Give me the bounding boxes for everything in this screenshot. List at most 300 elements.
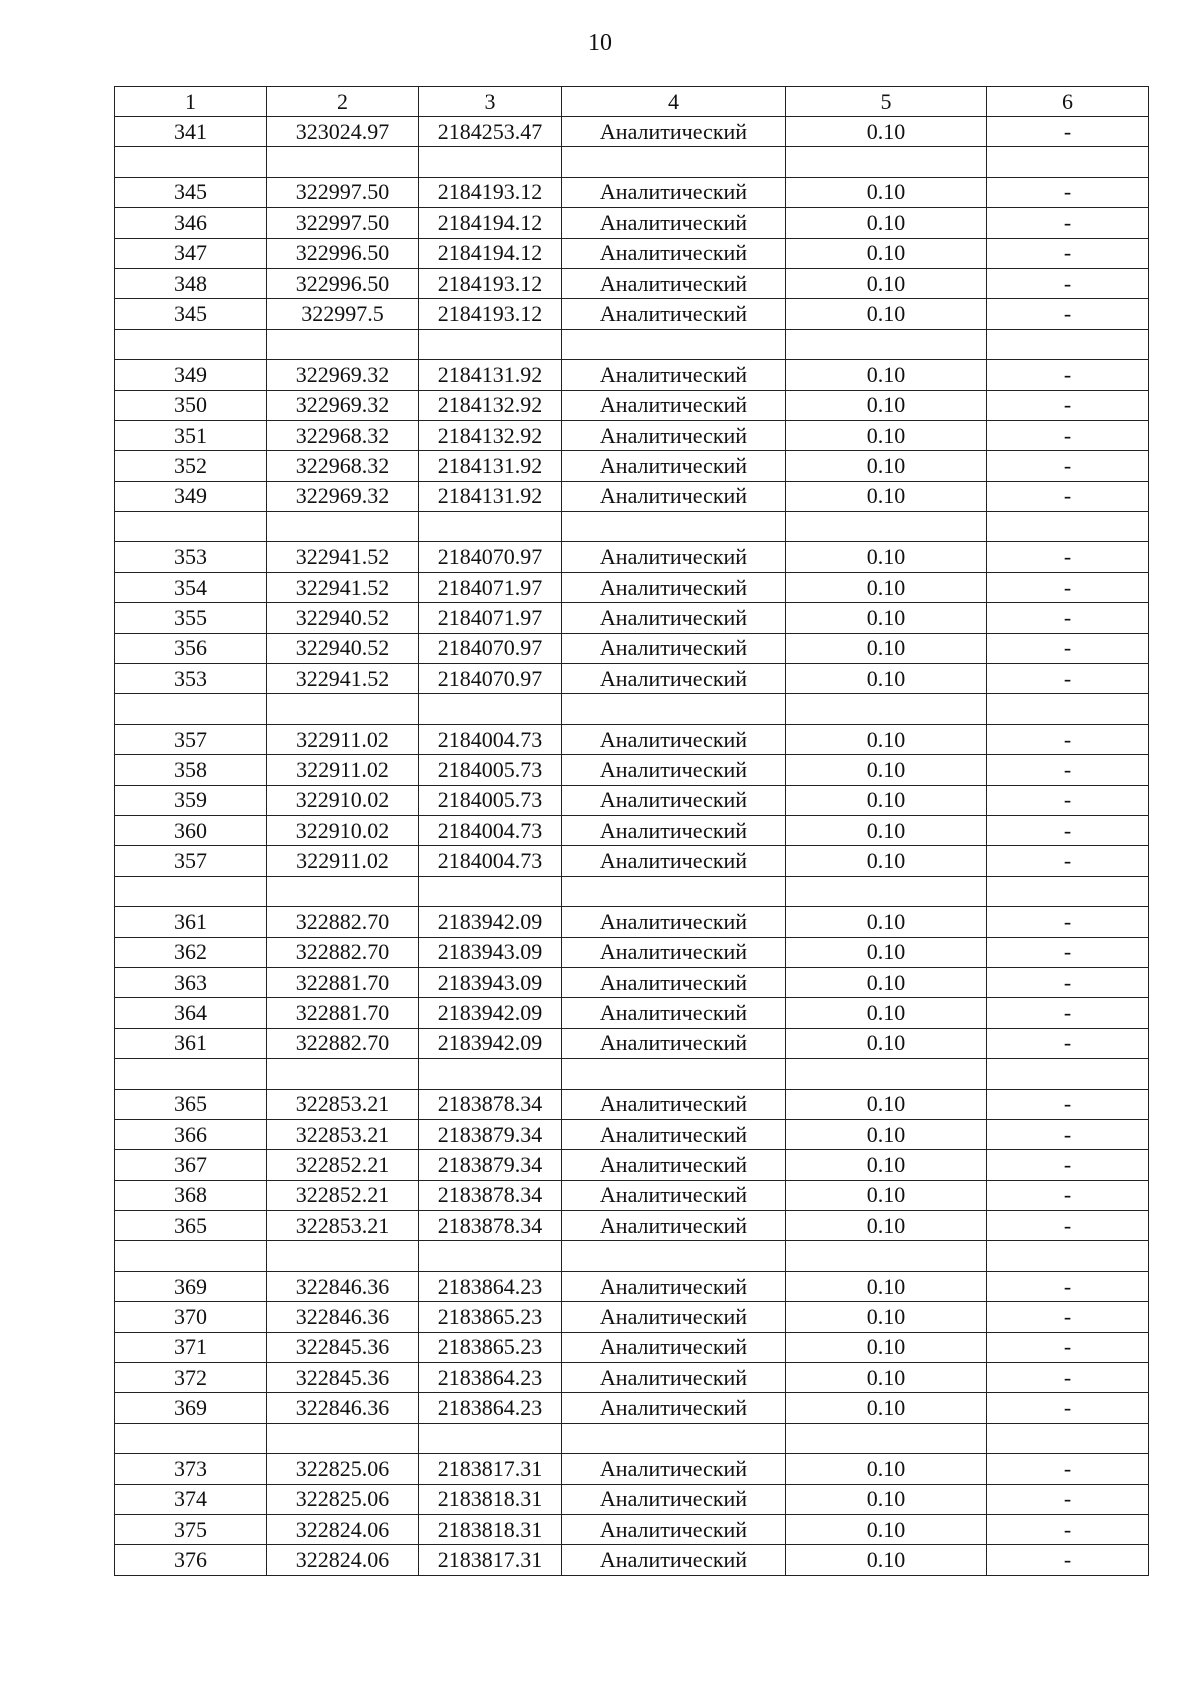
x-coordinate-cell: 322853.21 [267,1211,419,1241]
note-cell: - [987,420,1149,450]
spacer-row [115,1423,1149,1453]
method-cell: Аналитический [562,1332,786,1362]
note-cell: - [987,360,1149,390]
note-cell: - [987,846,1149,876]
method-cell: Аналитический [562,633,786,663]
point-number-cell [115,147,267,177]
note-cell [987,1423,1149,1453]
point-number-cell: 346 [115,208,267,238]
y-coordinate-cell: 2184131.92 [419,481,562,511]
x-coordinate-cell: 322911.02 [267,755,419,785]
y-coordinate-cell: 2184070.97 [419,542,562,572]
method-cell: Аналитический [562,724,786,754]
accuracy-cell: 0.10 [786,967,987,997]
method-cell: Аналитический [562,1514,786,1544]
y-coordinate-cell: 2183879.34 [419,1119,562,1149]
accuracy-cell: 0.10 [786,998,987,1028]
x-coordinate-cell: 322882.70 [267,907,419,937]
y-coordinate-cell: 2184193.12 [419,299,562,329]
note-cell [987,147,1149,177]
y-coordinate-cell: 2184132.92 [419,420,562,450]
method-cell: Аналитический [562,268,786,298]
x-coordinate-cell: 322882.70 [267,937,419,967]
table-row [115,1180,1149,1210]
table-row [115,1271,1149,1301]
accuracy-cell: 0.10 [786,1271,987,1301]
note-cell: - [987,542,1149,572]
accuracy-cell [786,147,987,177]
y-coordinate-cell: 2183865.23 [419,1302,562,1332]
note-cell: - [987,208,1149,238]
y-coordinate-cell [419,694,562,724]
note-cell: - [987,967,1149,997]
method-cell: Аналитический [562,1393,786,1423]
y-coordinate-cell [419,329,562,359]
x-coordinate-cell: 322846.36 [267,1302,419,1332]
y-coordinate-cell [419,876,562,906]
x-coordinate-cell: 322941.52 [267,664,419,694]
table-row [115,177,1149,207]
accuracy-cell: 0.10 [786,177,987,207]
y-coordinate-cell: 2183864.23 [419,1271,562,1301]
table-row [115,360,1149,390]
accuracy-cell: 0.10 [786,360,987,390]
method-cell: Аналитический [562,1484,786,1514]
point-number-cell [115,1241,267,1271]
x-coordinate-cell: 322969.32 [267,390,419,420]
accuracy-cell [786,1423,987,1453]
y-coordinate-cell: 2183818.31 [419,1484,562,1514]
method-cell: Аналитический [562,785,786,815]
accuracy-cell: 0.10 [786,481,987,511]
accuracy-cell: 0.10 [786,937,987,967]
x-coordinate-cell: 322825.06 [267,1484,419,1514]
table-row [115,1089,1149,1119]
y-coordinate-cell: 2183878.34 [419,1089,562,1119]
x-coordinate-cell: 322852.21 [267,1150,419,1180]
y-coordinate-cell: 2183878.34 [419,1180,562,1210]
accuracy-cell: 0.10 [786,572,987,602]
point-number-cell: 367 [115,1150,267,1180]
x-coordinate-cell [267,329,419,359]
method-cell: Аналитический [562,1363,786,1393]
x-coordinate-cell: 322845.36 [267,1332,419,1362]
y-coordinate-cell: 2184193.12 [419,177,562,207]
note-cell: - [987,1211,1149,1241]
column-header-5: 5 [786,87,987,117]
y-coordinate-cell [419,147,562,177]
table-row [115,937,1149,967]
x-coordinate-cell: 322824.06 [267,1545,419,1575]
y-coordinate-cell: 2183864.23 [419,1393,562,1423]
y-coordinate-cell: 2184194.12 [419,208,562,238]
method-cell: Аналитический [562,1089,786,1119]
method-cell: Аналитический [562,1545,786,1575]
x-coordinate-cell: 322996.50 [267,238,419,268]
note-cell: - [987,1119,1149,1149]
note-cell: - [987,268,1149,298]
table-row [115,299,1149,329]
method-cell: Аналитический [562,1119,786,1149]
x-coordinate-cell: 322911.02 [267,724,419,754]
x-coordinate-cell: 322881.70 [267,998,419,1028]
note-cell [987,512,1149,542]
note-cell: - [987,907,1149,937]
table-row [115,572,1149,602]
x-coordinate-cell [267,876,419,906]
y-coordinate-cell: 2184071.97 [419,603,562,633]
x-coordinate-cell: 322852.21 [267,1180,419,1210]
y-coordinate-cell: 2184004.73 [419,846,562,876]
note-cell: - [987,299,1149,329]
point-number-cell: 349 [115,481,267,511]
x-coordinate-cell: 322882.70 [267,1028,419,1058]
table-row [115,664,1149,694]
method-cell: Аналитический [562,998,786,1028]
method-cell [562,147,786,177]
note-cell: - [987,1332,1149,1362]
y-coordinate-cell [419,512,562,542]
point-number-cell: 351 [115,420,267,450]
point-number-cell: 358 [115,755,267,785]
method-cell: Аналитический [562,1271,786,1301]
note-cell: - [987,1545,1149,1575]
table-row [115,268,1149,298]
table-row [115,846,1149,876]
y-coordinate-cell: 2183818.31 [419,1514,562,1544]
y-coordinate-cell: 2183879.34 [419,1150,562,1180]
spacer-row [115,1059,1149,1089]
point-number-cell [115,1059,267,1089]
y-coordinate-cell: 2184071.97 [419,572,562,602]
accuracy-cell [786,876,987,906]
method-cell: Аналитический [562,755,786,785]
x-coordinate-cell: 322997.50 [267,177,419,207]
point-number-cell: 348 [115,268,267,298]
accuracy-cell: 0.10 [786,1545,987,1575]
point-number-cell: 352 [115,451,267,481]
method-cell: Аналитический [562,937,786,967]
point-number-cell: 349 [115,360,267,390]
column-header-6: 6 [987,87,1149,117]
table-body [115,117,1149,1576]
point-number-cell [115,512,267,542]
accuracy-cell: 0.10 [786,815,987,845]
column-header-3: 3 [419,87,562,117]
table-row [115,967,1149,997]
accuracy-cell: 0.10 [786,1211,987,1241]
x-coordinate-cell [267,1423,419,1453]
note-cell: - [987,177,1149,207]
table-row [115,238,1149,268]
accuracy-cell: 0.10 [786,1454,987,1484]
y-coordinate-cell: 2184004.73 [419,724,562,754]
x-coordinate-cell: 322940.52 [267,633,419,663]
note-cell [987,876,1149,906]
table-row [115,1302,1149,1332]
method-cell: Аналитический [562,1150,786,1180]
y-coordinate-cell: 2184004.73 [419,815,562,845]
accuracy-cell: 0.10 [786,238,987,268]
note-cell: - [987,238,1149,268]
accuracy-cell: 0.10 [786,1393,987,1423]
point-number-cell: 371 [115,1332,267,1362]
table-row [115,117,1149,147]
x-coordinate-cell [267,147,419,177]
x-coordinate-cell: 322996.50 [267,268,419,298]
y-coordinate-cell: 2184131.92 [419,451,562,481]
accuracy-cell: 0.10 [786,268,987,298]
point-number-cell: 370 [115,1302,267,1332]
note-cell: - [987,1271,1149,1301]
table-row [115,603,1149,633]
y-coordinate-cell [419,1059,562,1089]
x-coordinate-cell: 322846.36 [267,1393,419,1423]
point-number-cell: 354 [115,572,267,602]
y-coordinate-cell: 2184005.73 [419,785,562,815]
accuracy-cell: 0.10 [786,664,987,694]
point-number-cell: 361 [115,907,267,937]
y-coordinate-cell: 2183943.09 [419,967,562,997]
note-cell: - [987,755,1149,785]
method-cell: Аналитический [562,481,786,511]
accuracy-cell [786,1241,987,1271]
point-number-cell: 366 [115,1119,267,1149]
method-cell [562,1241,786,1271]
point-number-cell: 361 [115,1028,267,1058]
note-cell: - [987,1180,1149,1210]
page-number: 10 [588,30,612,56]
y-coordinate-cell: 2183817.31 [419,1545,562,1575]
note-cell: - [987,1089,1149,1119]
method-cell [562,329,786,359]
accuracy-cell: 0.10 [786,1514,987,1544]
table-row [115,481,1149,511]
accuracy-cell: 0.10 [786,1363,987,1393]
table-row [115,451,1149,481]
method-cell: Аналитический [562,420,786,450]
accuracy-cell: 0.10 [786,1028,987,1058]
y-coordinate-cell: 2183942.09 [419,1028,562,1058]
accuracy-cell: 0.10 [786,846,987,876]
table-row [115,420,1149,450]
y-coordinate-cell: 2184193.12 [419,268,562,298]
point-number-cell: 359 [115,785,267,815]
accuracy-cell: 0.10 [786,755,987,785]
x-coordinate-cell: 322940.52 [267,603,419,633]
x-coordinate-cell: 322881.70 [267,967,419,997]
spacer-row [115,512,1149,542]
point-number-cell [115,1423,267,1453]
accuracy-cell: 0.10 [786,208,987,238]
method-cell [562,876,786,906]
coordinates-table-container [114,86,1148,1576]
y-coordinate-cell: 2183878.34 [419,1211,562,1241]
table-row [115,1454,1149,1484]
accuracy-cell: 0.10 [786,1150,987,1180]
table-row [115,390,1149,420]
method-cell: Аналитический [562,907,786,937]
accuracy-cell: 0.10 [786,299,987,329]
note-cell: - [987,724,1149,754]
method-cell: Аналитический [562,1454,786,1484]
spacer-row [115,147,1149,177]
point-number-cell [115,694,267,724]
y-coordinate-cell [419,1423,562,1453]
point-number-cell: 341 [115,117,267,147]
table-row [115,1514,1149,1544]
table-row [115,1484,1149,1514]
spacer-row [115,876,1149,906]
table-row [115,1332,1149,1362]
table-row [115,907,1149,937]
accuracy-cell: 0.10 [786,785,987,815]
point-number-cell: 373 [115,1454,267,1484]
x-coordinate-cell [267,1241,419,1271]
table-row [115,1545,1149,1575]
method-cell: Аналитический [562,177,786,207]
accuracy-cell: 0.10 [786,1332,987,1362]
accuracy-cell: 0.10 [786,633,987,663]
note-cell: - [987,815,1149,845]
accuracy-cell: 0.10 [786,1119,987,1149]
accuracy-cell: 0.10 [786,907,987,937]
accuracy-cell: 0.10 [786,451,987,481]
note-cell: - [987,1484,1149,1514]
point-number-cell: 360 [115,815,267,845]
note-cell: - [987,390,1149,420]
point-number-cell: 353 [115,542,267,572]
spacer-row [115,329,1149,359]
method-cell [562,512,786,542]
y-coordinate-cell: 2183942.09 [419,998,562,1028]
note-cell: - [987,603,1149,633]
table-row [115,1363,1149,1393]
note-cell: - [987,1028,1149,1058]
method-cell: Аналитический [562,1302,786,1332]
method-cell: Аналитический [562,542,786,572]
note-cell: - [987,664,1149,694]
x-coordinate-cell: 322846.36 [267,1271,419,1301]
x-coordinate-cell: 322968.32 [267,451,419,481]
column-header-4: 4 [562,87,786,117]
spacer-row [115,694,1149,724]
point-number-cell: 357 [115,724,267,754]
point-number-cell: 372 [115,1363,267,1393]
accuracy-cell: 0.10 [786,603,987,633]
method-cell: Аналитический [562,1211,786,1241]
table-row [115,208,1149,238]
method-cell: Аналитический [562,299,786,329]
y-coordinate-cell: 2183864.23 [419,1363,562,1393]
x-coordinate-cell [267,512,419,542]
table-row [115,724,1149,754]
note-cell [987,1059,1149,1089]
note-cell [987,694,1149,724]
point-number-cell [115,329,267,359]
accuracy-cell: 0.10 [786,420,987,450]
point-number-cell [115,876,267,906]
accuracy-cell [786,694,987,724]
table-row [115,1211,1149,1241]
point-number-cell: 353 [115,664,267,694]
accuracy-cell: 0.10 [786,390,987,420]
point-number-cell: 365 [115,1211,267,1241]
method-cell: Аналитический [562,208,786,238]
method-cell [562,1059,786,1089]
method-cell [562,694,786,724]
table-row [115,1150,1149,1180]
x-coordinate-cell: 323024.97 [267,117,419,147]
method-cell: Аналитический [562,664,786,694]
point-number-cell: 363 [115,967,267,997]
point-number-cell: 364 [115,998,267,1028]
x-coordinate-cell: 322853.21 [267,1089,419,1119]
x-coordinate-cell: 322969.32 [267,360,419,390]
x-coordinate-cell: 322997.5 [267,299,419,329]
y-coordinate-cell: 2184005.73 [419,755,562,785]
y-coordinate-cell: 2184070.97 [419,664,562,694]
method-cell: Аналитический [562,117,786,147]
accuracy-cell: 0.10 [786,1302,987,1332]
y-coordinate-cell: 2184132.92 [419,390,562,420]
x-coordinate-cell: 322910.02 [267,815,419,845]
note-cell: - [987,998,1149,1028]
method-cell: Аналитический [562,967,786,997]
point-number-cell: 357 [115,846,267,876]
y-coordinate-cell: 2184253.47 [419,117,562,147]
point-number-cell: 355 [115,603,267,633]
y-coordinate-cell: 2183943.09 [419,937,562,967]
spacer-row [115,1241,1149,1271]
point-number-cell: 345 [115,177,267,207]
x-coordinate-cell: 322824.06 [267,1514,419,1544]
table-row [115,785,1149,815]
point-number-cell: 365 [115,1089,267,1119]
y-coordinate-cell: 2184131.92 [419,360,562,390]
method-cell: Аналитический [562,1180,786,1210]
note-cell: - [987,785,1149,815]
table-row [115,1028,1149,1058]
x-coordinate-cell: 322997.50 [267,208,419,238]
note-cell: - [987,1302,1149,1332]
table-row [115,542,1149,572]
accuracy-cell [786,512,987,542]
x-coordinate-cell: 322968.32 [267,420,419,450]
point-number-cell: 362 [115,937,267,967]
table-row [115,815,1149,845]
y-coordinate-cell: 2183817.31 [419,1454,562,1484]
table-row [115,1393,1149,1423]
note-cell: - [987,451,1149,481]
accuracy-cell: 0.10 [786,1484,987,1514]
method-cell: Аналитический [562,572,786,602]
x-coordinate-cell: 322853.21 [267,1119,419,1149]
note-cell [987,329,1149,359]
method-cell: Аналитический [562,603,786,633]
x-coordinate-cell [267,1059,419,1089]
method-cell: Аналитический [562,815,786,845]
point-number-cell: 369 [115,1271,267,1301]
method-cell: Аналитический [562,238,786,268]
accuracy-cell: 0.10 [786,724,987,754]
table-row [115,998,1149,1028]
x-coordinate-cell: 322969.32 [267,481,419,511]
point-number-cell: 347 [115,238,267,268]
method-cell: Аналитический [562,846,786,876]
accuracy-cell [786,329,987,359]
table-row [115,1119,1149,1149]
